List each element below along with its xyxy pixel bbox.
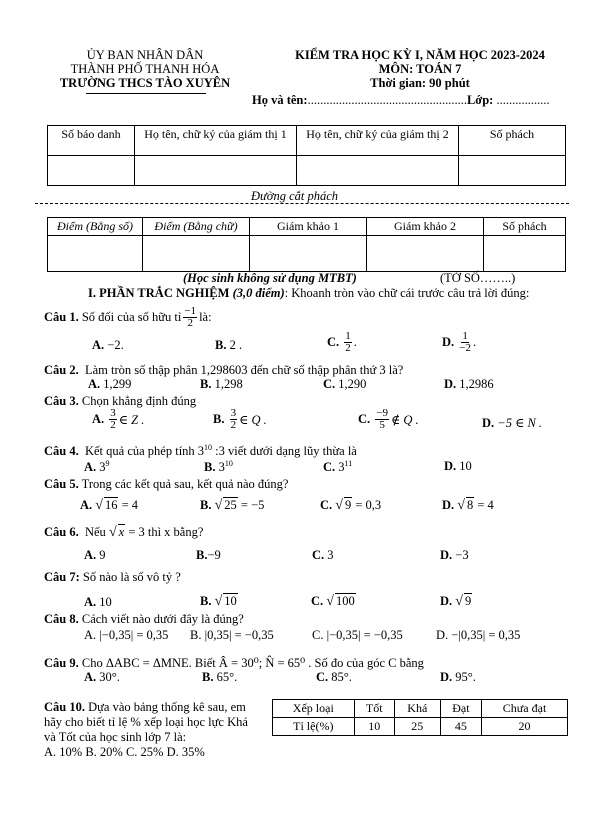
section-1-title: I. PHẦN TRẮC NGHIỆM [88,286,230,300]
stats-value-fail: 20 [482,718,568,736]
header-code-2: Số phách [484,218,566,236]
q4-option-b[interactable]: B. $3^{10}$ [204,459,233,475]
cell-candidate-number[interactable] [48,156,135,186]
q1-label: Câu 1. [44,309,79,324]
cell-code-1[interactable] [459,156,566,186]
q4-option-c[interactable]: C. $3^{11}$ [323,459,353,475]
q1-option-d[interactable]: D. $\frac{1}{-2}$ . [442,330,477,354]
issuer-line-2: THÀNH PHỐ THANH HÓA [70,62,220,76]
stats-value-good: 25 [394,718,440,736]
q1-fraction: $\frac{-1}{2}$ [184,304,197,329]
q2-option-a[interactable]: A. 1,299 [88,377,132,391]
q10-line-2: hãy cho biết tỉ lệ % xếp loại học lực Khá [44,715,248,729]
stats-row-label: Tỉ lệ(%) [273,718,355,736]
header-score-words: Điểm (Bằng chữ) [143,218,250,236]
header-score-number: Điểm (Bằng số) [48,218,143,236]
grade-stats-table [272,699,568,736]
name-line[interactable] [252,93,550,108]
q7-option-b[interactable]: B. √ 10 [200,594,237,609]
q3-option-a[interactable]: A. $\frac{3}{2}$ ∈ Z . [92,407,145,431]
section-1-instruction: : Khoanh tròn vào chữ cái trước câu trả lời đúng: [284,286,530,300]
question-10: Câu 10. Dựa vào bảng thống kê sau, em hãy cho biết tỉ lệ % xếp loại học lực Khá và Tốt của học sinh lớp 7 là: A. 10% B. 20% C. 25% D. 35% [44,700,248,759]
q8-option-a[interactable]: A. |−0,35| = 0,35 [84,628,169,642]
q6-option-b[interactable]: B.−9 [196,548,221,562]
q2-option-c[interactable]: C. 1,290 [323,377,367,391]
q2-option-d[interactable]: D. 1,2986 [444,377,494,391]
question-1 [44,303,212,331]
class-dots: ................. [493,93,550,107]
sheet-number: (TỜ SỐ……..) [440,271,516,285]
issuer-line-1: ỦY BAN NHÂN DÂN [86,48,204,62]
duration: Thời gian: 90 phút [370,76,470,90]
q2-option-b[interactable]: B. 1,298 [200,377,243,391]
q1-option-a[interactable]: A. −2. [92,338,124,352]
q1-option-b[interactable]: B. 2 . [215,338,243,352]
q3-option-b[interactable]: B. $\frac{3}{2}$ ∈ Q . [213,407,267,431]
cell-examiner-2[interactable] [367,236,484,272]
header-proctor-1: Họ tên, chữ ký của giám thị 1 [135,126,297,156]
section-1-points: (3,0 điểm) [232,286,285,300]
stats-value-excellent: 10 [354,718,394,736]
question-5: Câu 5. Trong các kết quả sau, kết quả nào đúng? [44,477,289,491]
school-underline [86,93,206,94]
header-proctor-2: Họ tên, chữ ký của giám thị 2 [297,126,459,156]
question-8: Câu 8. Cách viết nào dưới đây là đúng? [44,612,244,626]
q5-option-c[interactable]: C. √ 9 = 0,3 [320,498,382,513]
stats-header-pass: Đạt [440,700,481,718]
subject: MÔN: TOÁN 7 [378,62,462,76]
question-7: Câu 7: Số nào là số vô tỷ ? [44,570,181,584]
q8-option-c[interactable]: C. |−0,35| = −0,35 [312,628,403,642]
q1-text: Số đối của số hữu tỉ [81,309,182,324]
header-examiner-2: Giám khảo 2 [367,218,484,236]
grader-table [47,217,566,272]
cell-proctor-1[interactable] [135,156,297,186]
q7-option-d[interactable]: D. √ 9 [440,594,472,609]
exam-title: KIỂM TRA HỌC KỲ I, NĂM HỌC 2023-2024 [295,48,545,62]
name-dots: ................................................... [307,93,467,107]
q10-answers[interactable]: A. 10% B. 20% C. 25% D. 35% [44,745,205,759]
stats-header-good: Khá [394,700,440,718]
q4-option-d[interactable]: D. 10 [444,459,472,473]
header-candidate-number: Số báo danh [48,126,135,156]
cell-code-2[interactable] [484,236,566,272]
stats-value-pass: 45 [440,718,481,736]
q6-option-d[interactable]: D. −3 [440,548,469,562]
q5-option-a[interactable]: A. √ 16 = 4 [80,498,139,513]
calculator-note: (Học sinh không sử dụng MTBT) [183,271,357,285]
q6-option-c[interactable]: C. 3 [312,548,334,562]
q1-option-c[interactable]: C. $\frac{1}{2}$ . [327,330,357,354]
q8-option-b[interactable]: B. |0,35| = −0,35 [190,628,274,642]
stats-header-excellent: Tốt [354,700,394,718]
q3-option-c[interactable]: C. $\frac{-9}{5}$ ∉ Q . [358,407,419,431]
q9-option-c[interactable]: C. 85°. [316,670,352,684]
question-3: Câu 3. Chọn khẳng định đúng [44,394,197,408]
q3-option-d[interactable]: D. −5 ∈ N . [482,416,543,430]
header-examiner-1: Giám khảo 1 [250,218,367,236]
question-2: Câu 2. Làm tròn số thập phân 1,298603 đến chữ số thập phân thứ 3 là? [44,363,404,377]
school-name: TRƯỜNG THCS TÀO XUYÊN [59,76,231,90]
q10-line-3: và Tốt của học sinh lớp 7 là: [44,730,187,744]
class-label: Lớp: [466,93,494,107]
q9-option-b[interactable]: B. 65°. [202,670,238,684]
cell-examiner-1[interactable] [250,236,367,272]
question-4: Câu 4. Kết quả của phép tính $3^{10}$ :3 viết dưới dạng lũy thừa là [44,443,357,459]
q5-option-d[interactable]: D. √ 8 = 4 [442,498,494,513]
cell-score-number[interactable] [48,236,143,272]
question-6: Câu 6. Nếu √ x = 3 thì x bằng? [44,525,204,540]
cut-line-label: Đường cắt phách [250,189,339,203]
q5-option-b[interactable]: B. √ 25 = −5 [200,498,265,513]
q7-option-c[interactable]: C. √ 100 [311,594,355,609]
stats-header-category: Xếp loại [273,700,355,718]
name-label: Họ và tên: [252,93,308,107]
question-9: Câu 9. Cho ΔABC = ΔMNE. Biết Â = 30⁰; N̂ = 65⁰ . Số đo của góc C bằng [44,656,424,670]
q8-option-d[interactable]: D. −|0,35| = 0,35 [436,628,521,642]
cut-line [35,203,569,204]
q1-tail: là: [199,309,212,324]
section-1-heading [88,286,529,301]
q4-option-a[interactable]: A. $3^9$ [84,459,110,475]
cell-score-words[interactable] [143,236,250,272]
q6-option-a[interactable]: A. 9 [84,548,106,562]
q7-option-a[interactable]: A. 10 [84,595,112,609]
stats-header-fail: Chưa đạt [482,700,568,718]
q9-option-d[interactable]: D. 95°. [440,670,476,684]
q9-option-a[interactable]: A. 30°. [84,670,120,684]
proctor-table [47,125,566,186]
cell-proctor-2[interactable] [297,156,459,186]
header-code-1: Số phách [459,126,566,156]
